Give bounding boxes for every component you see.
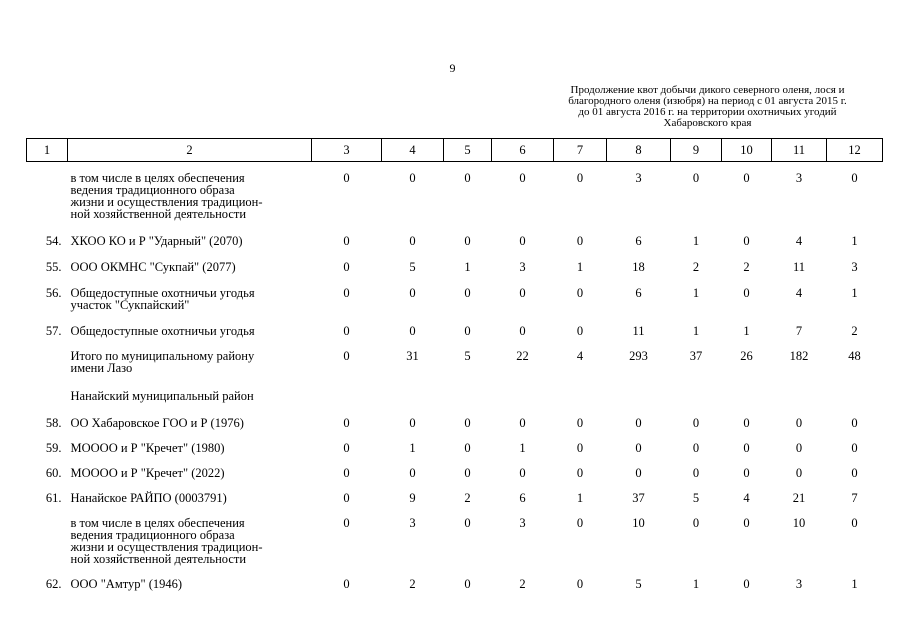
row-value: 37 <box>689 349 703 363</box>
row-value: 0 <box>519 286 526 300</box>
row-value: 3 <box>795 171 803 185</box>
row-value: 0 <box>576 516 584 530</box>
row-value: 0 <box>343 416 350 430</box>
caption-line: Продолжение квот добычи дикого северного оленя, лося и <box>570 84 845 96</box>
table-row <box>27 565 883 590</box>
row-value: 3 <box>409 516 416 530</box>
row-value: 0 <box>743 416 750 430</box>
row-value: 293 <box>629 349 648 363</box>
row-value: 0 <box>343 260 350 274</box>
row-name: Нанайское РАЙПО (0003791) <box>70 491 227 505</box>
row-value: 10 <box>632 516 645 530</box>
row-value: 0 <box>464 466 471 480</box>
row-value: 0 <box>343 441 350 455</box>
row-value: 0 <box>743 171 750 185</box>
row-value <box>607 374 671 402</box>
row-value: 0 <box>519 466 526 480</box>
row-value: 5 <box>692 491 700 505</box>
row-name: ООО ОКМНС "Сукпай" (2077) <box>70 260 236 274</box>
row-value: 6 <box>519 491 526 505</box>
row-value <box>827 374 883 402</box>
row-value: 1 <box>851 286 858 300</box>
row-value: 0 <box>692 516 700 530</box>
row-value: 0 <box>576 286 584 300</box>
row-value: 0 <box>851 516 858 530</box>
row-value: 0 <box>576 171 584 185</box>
row-name: ХКОО КО и Р "Ударный" (2070) <box>70 234 243 248</box>
row-value: 22 <box>516 349 529 363</box>
row-value: 3 <box>519 260 526 274</box>
row-value: 7 <box>795 324 803 338</box>
row-value: 0 <box>851 171 858 185</box>
row-number <box>27 374 68 402</box>
row-value: 0 <box>464 324 471 338</box>
row-value: 0 <box>409 234 416 248</box>
row-value: 0 <box>343 234 350 248</box>
column-header: 10 <box>722 139 772 162</box>
row-value: 2 <box>851 324 858 338</box>
row-value: 18 <box>632 260 645 274</box>
row-value: 0 <box>743 234 750 248</box>
row-value: 26 <box>740 349 753 363</box>
row-number: 59. <box>45 441 62 455</box>
quota-table <box>26 138 883 590</box>
column-header: 7 <box>554 139 607 162</box>
table-row <box>27 337 883 374</box>
row-value: 1 <box>464 260 471 274</box>
row-value: 0 <box>519 324 526 338</box>
column-header: 12 <box>827 139 883 162</box>
row-value: 4 <box>795 234 803 248</box>
row-value: 0 <box>519 234 526 248</box>
row-value <box>671 374 722 402</box>
column-header: 11 <box>772 139 827 162</box>
row-value: 0 <box>576 466 584 480</box>
row-value: 0 <box>519 171 526 185</box>
row-value: 37 <box>632 491 645 505</box>
row-value: 0 <box>343 349 350 363</box>
row-value: 5 <box>635 577 642 591</box>
row-value: 4 <box>576 349 584 363</box>
row-value: 0 <box>795 416 803 430</box>
row-value: 1 <box>692 577 700 591</box>
table-body <box>27 162 883 591</box>
row-value: 11 <box>632 324 645 338</box>
row-value: 1 <box>692 286 700 300</box>
row-value: 0 <box>464 171 471 185</box>
table-row <box>27 247 883 273</box>
row-value: 0 <box>692 171 700 185</box>
row-value: 0 <box>464 416 471 430</box>
table-row <box>27 402 883 429</box>
row-value: 0 <box>576 441 584 455</box>
row-value: 0 <box>743 286 750 300</box>
column-header: 6 <box>492 139 554 162</box>
row-value: 10 <box>792 516 806 530</box>
row-number: 56. <box>45 286 62 300</box>
row-value: 0 <box>576 577 584 591</box>
caption-line: благородного оленя (изюбря) на период с 01 августа 2015 г. <box>568 95 847 107</box>
row-value: 0 <box>743 441 750 455</box>
header-row <box>27 139 883 162</box>
row-value: 0 <box>343 577 350 591</box>
row-value: 4 <box>743 491 750 505</box>
row-value: 0 <box>409 324 416 338</box>
row-number <box>27 162 68 221</box>
row-value: 6 <box>635 234 642 248</box>
column-header: 2 <box>68 139 312 162</box>
row-value: 0 <box>743 516 750 530</box>
row-value: 0 <box>409 416 416 430</box>
row-value: 0 <box>743 466 750 480</box>
row-value: 0 <box>692 441 700 455</box>
column-header: 8 <box>607 139 671 162</box>
row-value: 1 <box>576 260 584 274</box>
row-value: 0 <box>795 466 803 480</box>
row-value: 5 <box>409 260 416 274</box>
row-value: 2 <box>519 577 526 591</box>
row-value: 0 <box>635 416 642 430</box>
row-value: 2 <box>464 491 471 505</box>
caption-line: до 01 августа 2016 г. на территории охотничьих угодий <box>578 106 837 118</box>
row-name: Общедоступные охотничьи угодья участок "Сукпайский" <box>70 286 255 312</box>
row-value: 0 <box>576 234 584 248</box>
row-value: 1 <box>409 441 416 455</box>
row-value: 2 <box>409 577 416 591</box>
row-number: 61. <box>45 491 62 505</box>
row-number: 55. <box>45 260 62 274</box>
row-name: МОООО и Р "Кречет" (1980) <box>70 441 225 455</box>
row-value: 31 <box>406 349 419 363</box>
row-value: 0 <box>464 441 471 455</box>
row-value <box>444 374 492 402</box>
row-value: 2 <box>743 260 750 274</box>
row-value: 1 <box>692 324 700 338</box>
row-value: 9 <box>409 491 416 505</box>
row-value: 0 <box>409 286 416 300</box>
row-value <box>382 374 444 402</box>
row-name: ООО "Амтур" (1946) <box>70 577 183 591</box>
column-header: 5 <box>444 139 492 162</box>
caption-line: Хабаровского края <box>663 117 752 129</box>
row-value: 2 <box>692 260 700 274</box>
row-value: 0 <box>692 416 700 430</box>
row-name: в том числе в целях обеспечения ведения традиционного образа жизни и осуществления традицион- ной хозяйственной деятельности <box>70 516 263 566</box>
row-number: 58. <box>45 416 62 430</box>
row-value: 0 <box>743 577 750 591</box>
row-value: 0 <box>851 441 858 455</box>
column-header: 1 <box>27 139 68 162</box>
row-value: 3 <box>519 516 526 530</box>
row-number <box>27 337 68 374</box>
row-value: 0 <box>343 286 350 300</box>
table-row <box>27 504 883 565</box>
row-value: 0 <box>464 516 471 530</box>
row-value: 0 <box>635 441 642 455</box>
table-caption <box>540 85 875 129</box>
row-value: 1 <box>519 441 526 455</box>
row-value <box>492 374 554 402</box>
table-row <box>27 273 883 311</box>
row-value: 0 <box>851 416 858 430</box>
row-value: 0 <box>409 466 416 480</box>
row-value: 3 <box>851 260 858 274</box>
table-row <box>27 311 883 337</box>
row-value: 182 <box>789 349 809 363</box>
table-row <box>27 429 883 454</box>
table-row <box>27 454 883 479</box>
row-value: 0 <box>519 416 526 430</box>
row-value: 1 <box>743 324 750 338</box>
row-value <box>554 374 607 402</box>
row-value: 0 <box>795 441 803 455</box>
row-number: 62. <box>45 577 62 591</box>
row-value: 6 <box>635 286 642 300</box>
row-value: 21 <box>792 491 806 505</box>
row-value: 1 <box>692 234 700 248</box>
row-value: 0 <box>409 171 416 185</box>
row-value: 7 <box>851 491 858 505</box>
row-value: 0 <box>343 491 350 505</box>
row-value: 0 <box>343 171 350 185</box>
row-value: 0 <box>692 466 700 480</box>
row-value: 0 <box>464 234 471 248</box>
row-value: 0 <box>464 286 471 300</box>
row-number: 57. <box>45 324 62 338</box>
row-value <box>312 374 382 402</box>
column-header: 4 <box>382 139 444 162</box>
row-name: Общедоступные охотничьи угодья <box>70 324 255 338</box>
row-name: ОО Хабаровское ГОО и Р (1976) <box>70 416 244 430</box>
table-row <box>27 162 883 221</box>
row-number <box>27 504 68 565</box>
row-value: 1 <box>576 491 584 505</box>
row-value: 0 <box>343 466 350 480</box>
row-value: 4 <box>795 286 803 300</box>
row-name: Итого по муниципальному району имени Лазо <box>70 349 255 375</box>
row-name: в том числе в целях обеспечения ведения традиционного образа жизни и осуществления традицион- ной хозяйственной деятельности <box>70 171 263 221</box>
table-row <box>27 220 883 247</box>
row-value: 0 <box>851 466 858 480</box>
row-number: 54. <box>45 234 62 248</box>
row-value: 0 <box>635 466 642 480</box>
row-value: 0 <box>576 416 584 430</box>
row-value: 5 <box>464 349 471 363</box>
column-header: 3 <box>312 139 382 162</box>
row-name: МОООО и Р "Кречет" (2022) <box>70 466 225 480</box>
page-number: 9 <box>449 61 456 75</box>
column-header: 9 <box>671 139 722 162</box>
row-value: 0 <box>343 516 350 530</box>
row-value: 3 <box>795 577 803 591</box>
table-row <box>27 374 883 402</box>
row-value: 1 <box>851 234 858 248</box>
row-number: 60. <box>45 466 62 480</box>
table-row <box>27 479 883 504</box>
row-value: 48 <box>848 349 861 363</box>
row-value: 0 <box>576 324 584 338</box>
row-value: 0 <box>464 577 471 591</box>
row-value <box>772 374 827 402</box>
row-name: Нанайский муниципальный район <box>70 389 254 403</box>
row-value <box>722 374 772 402</box>
row-value: 3 <box>635 171 642 185</box>
row-value: 11 <box>792 260 806 274</box>
row-value: 1 <box>851 577 858 591</box>
row-value: 0 <box>343 324 350 338</box>
